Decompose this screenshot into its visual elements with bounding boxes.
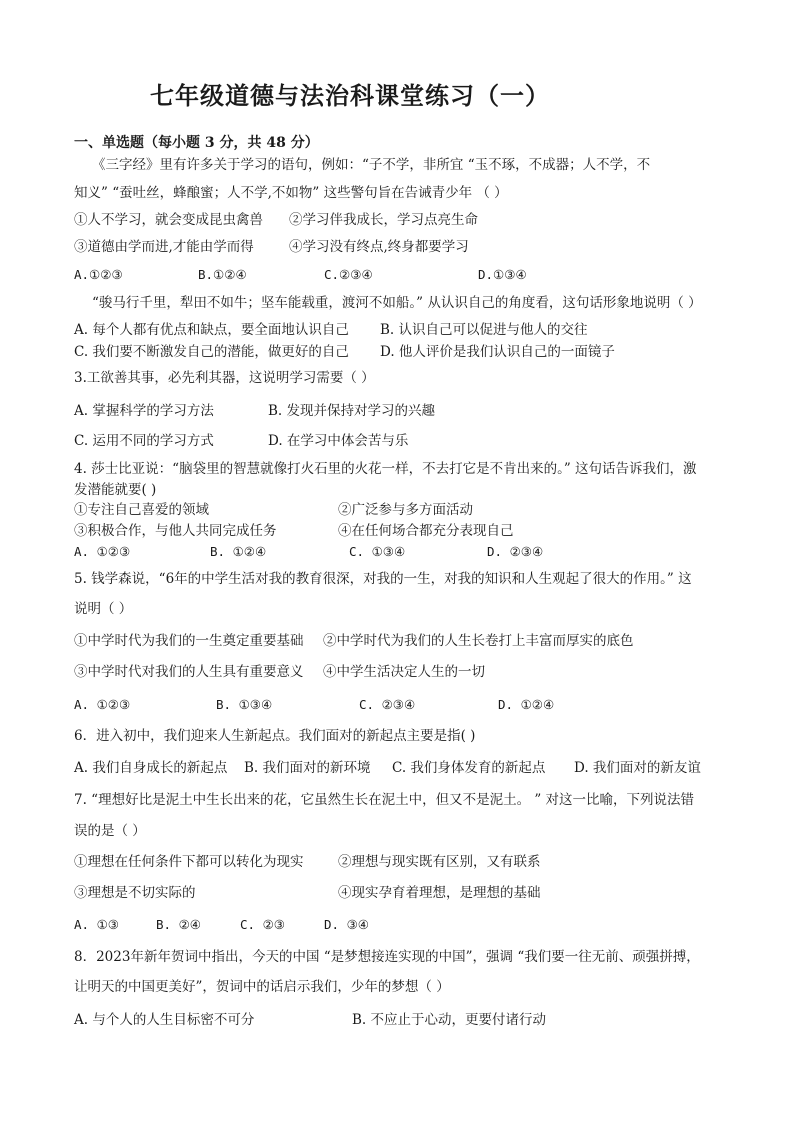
question-stem: 发潜能就要( ) [74, 482, 157, 498]
option-b: B. 不应止于心动，更要付诸行动 [352, 1012, 547, 1028]
statement-1: ①人不学习，就会变成昆虫禽兽 [74, 212, 263, 228]
option-d: D. 他人评价是我们认识自己的一面镜子 [380, 344, 615, 360]
question-stem: 说明（ ） [74, 601, 133, 617]
option-d: D. ③④ [324, 917, 369, 932]
question-stem: 5. 钱学森说，“6年的中学生活对我的教育很深，对我的一生，对我的知识和人生观起了很大的作用。” 这 [74, 571, 692, 587]
option-d: D. ①②④ [498, 697, 555, 712]
question-stem: “骏马行千里，犁田不如牛；坚车能载重，渡河不如船。” 从认识自己的角度看，这句话形象地说明（ ） [92, 295, 702, 311]
question-stem: 让明天的中国更美好”，贺词中的话启示我们，少年的梦想（ ） [74, 979, 450, 995]
option-b: B. 发现并保持对学习的兴趣 [268, 403, 436, 419]
option-a: A. ①③ [74, 917, 119, 932]
option-c: C. 我们要不断激发自己的潜能，做更好的自己 [74, 344, 349, 360]
option-a: A. 每个人都有优点和缺点，要全面地认识自己 [74, 322, 349, 338]
statement-2: ②理想与现实既有区别，又有联系 [338, 854, 541, 870]
question-stem: 8．2023年新年贺词中指出，今天的中国 “是梦想接连实现的中国”，强调 “我们要一往无前、顽强拼搏， [74, 949, 700, 965]
option-c: C. ②③ [240, 917, 285, 932]
option-b: B. ①③④ [216, 697, 273, 712]
option-d: D.①③④ [478, 267, 527, 282]
option-c: C. ②③④ [359, 697, 416, 712]
option-b: B. ①②④ [210, 544, 267, 559]
option-a: A. 我们自身成长的新起点 [74, 760, 228, 776]
question-stem: 7. “理想好比是泥土中生长出来的花，它虽然生长在泥土中，但又不是泥土。 ” 对这一比喻，下列说法错 [74, 792, 695, 808]
question-stem: 《三字经》里有许多关于学习的语句，例如：“子不学，非所宜 “玉不琢，不成器；人不学，不 [92, 157, 651, 173]
statement-4: ④现实孕育着理想，是理想的基础 [338, 885, 541, 901]
statement-3: ③积极合作，与他人共同完成任务 [74, 523, 277, 539]
statement-1: ①中学时代为我们的一生奠定重要基础 [74, 633, 304, 649]
statement-3: ③中学时代对我们的人生具有重要意义 [74, 664, 304, 680]
question-stem: 知义” “蚕吐丝，蜂酿蜜；人不学,不如物” 这些警句旨在告诫青少年 （ ） [74, 185, 508, 201]
option-a: A. 掌握科学的学习方法 [74, 403, 214, 419]
statement-4: ④中学生活决定人生的一切 [323, 664, 485, 680]
question-stem: 4. 莎士比亚说：“脑袋里的智慧就像打火石里的火花一样，不去打它是不肯出来的。” 这句话告诉我们，激 [74, 461, 697, 477]
option-c: C. 运用不同的学习方式 [74, 433, 214, 449]
statement-3: ③道德由学而进,才能由学而得 [74, 239, 254, 255]
statement-4: ④学习没有终点,终身都要学习 [289, 239, 469, 255]
option-c: C. 我们身体发育的新起点 [392, 760, 546, 776]
option-b: B. 认识自己可以促进与他人的交往 [380, 322, 588, 338]
option-b: B.①②④ [198, 267, 247, 282]
question-stem: 3.工欲善其事，必先利其器，这说明学习需要（ ） [74, 370, 375, 386]
option-c: C. ①③④ [349, 544, 406, 559]
statement-4: ④在任何场合都充分表现自己 [338, 523, 514, 539]
statement-2: ②中学时代为我们的人生长卷打上丰富而厚实的底色 [323, 633, 634, 649]
option-b: B. 我们面对的新环境 [244, 760, 371, 776]
option-b: B. ②④ [156, 917, 201, 932]
statement-1: ①专注自己喜爱的领域 [74, 502, 209, 518]
option-a: A. ①②③ [74, 697, 131, 712]
question-stem: 6．进入初中，我们迎来人生新起点。我们面对的新起点主要是指( ) [74, 728, 476, 744]
question-stem: 误的是（ ） [74, 823, 146, 839]
option-d: D. 在学习中体会苦与乐 [268, 433, 409, 449]
statement-2: ②广泛参与多方面活动 [338, 502, 473, 518]
option-a: A.①②③ [74, 267, 123, 282]
statement-1: ①理想在任何条件下都可以转化为现实 [74, 854, 304, 870]
option-a: A. ①②③ [74, 544, 131, 559]
statement-2: ②学习伴我成长，学习点亮生命 [289, 212, 478, 228]
option-d: D. ②③④ [487, 544, 544, 559]
option-d: D. 我们面对的新友谊 [574, 760, 701, 776]
statement-3: ③理想是不切实际的 [74, 885, 196, 901]
page-title: 七年级道德与法治科课堂练习（一） [150, 81, 550, 110]
option-a: A. 与个人的人生目标密不可分 [74, 1012, 255, 1028]
option-c: C.②③④ [324, 267, 373, 282]
section-heading: 一、单选题（每小题 3 分，共 48 分） [74, 135, 319, 151]
